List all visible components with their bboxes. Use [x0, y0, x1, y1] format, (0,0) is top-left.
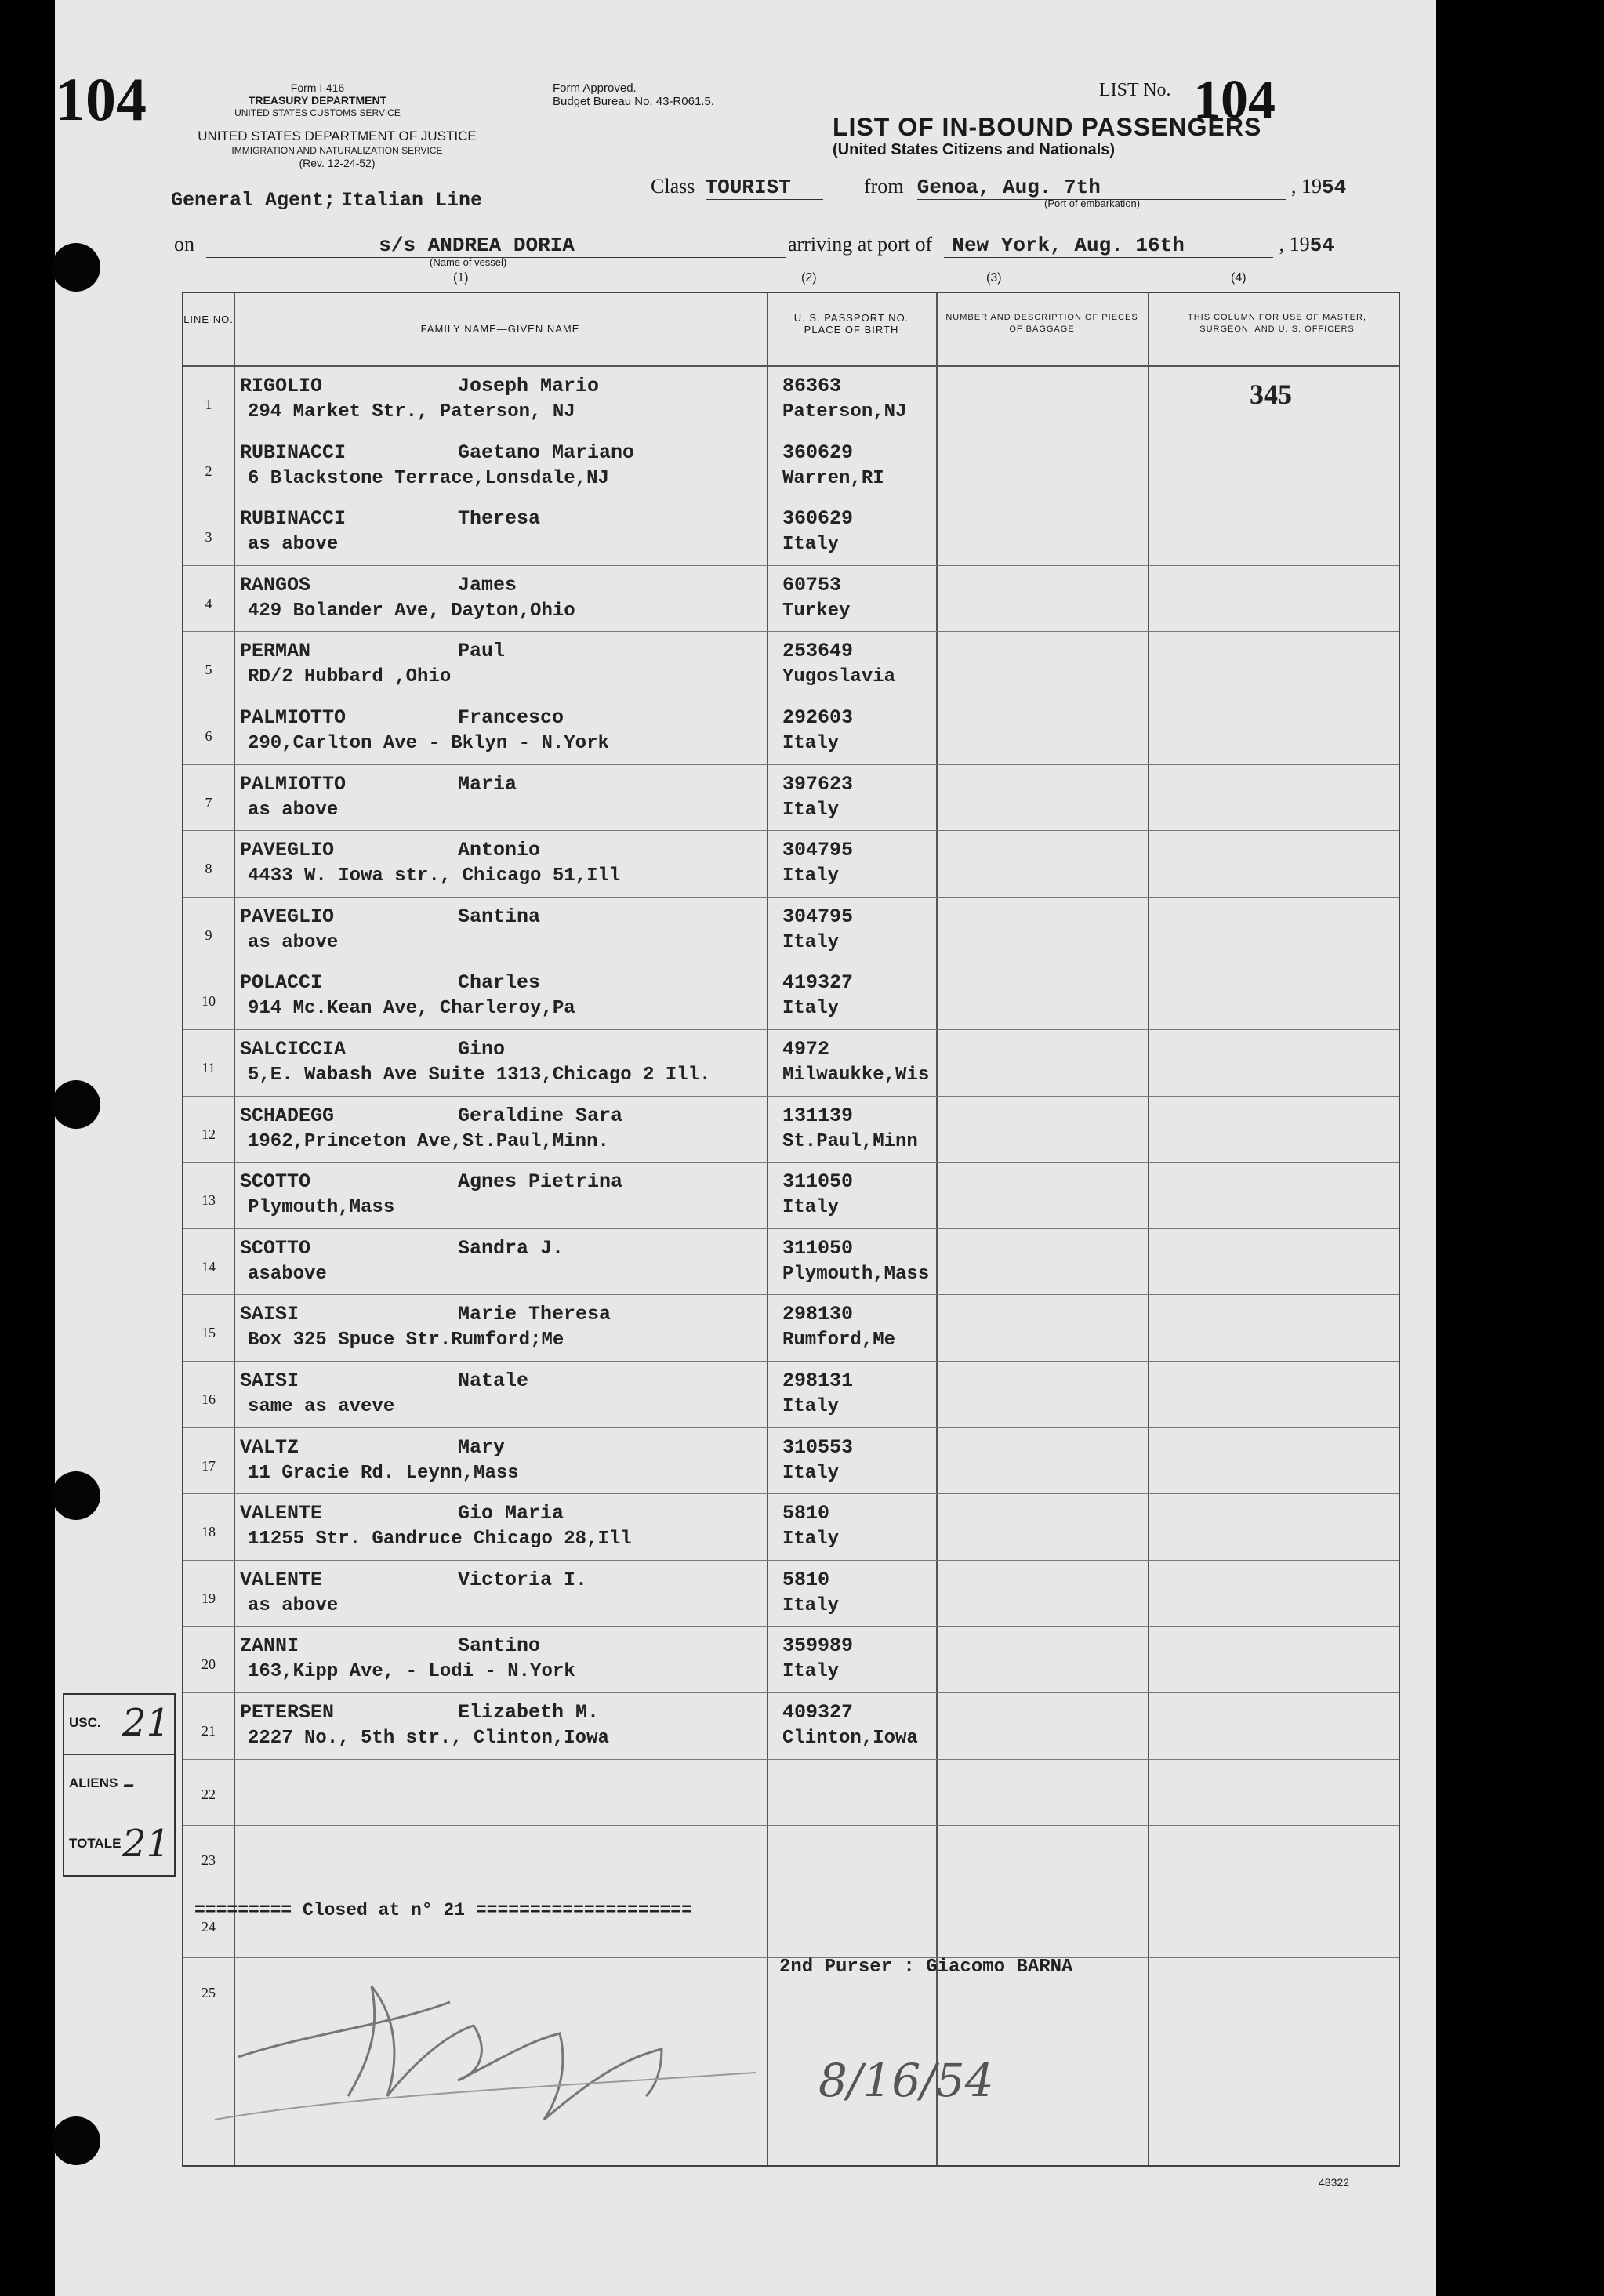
address: 5,E. Wabash Ave Suite 1313,Chicago 2 Ill.: [248, 1065, 711, 1086]
form-footer-number: 48322: [1319, 2176, 1349, 2189]
address: 11255 Str. Gandruce Chicago 28,Ill: [248, 1529, 632, 1551]
passport-number: 360629: [782, 507, 854, 531]
form-number: Form I-416: [290, 82, 345, 94]
table-row: [183, 1428, 1399, 1495]
officer-signature: [191, 1939, 994, 2135]
passport-number: 131139: [782, 1104, 854, 1127]
given-name: Gio Maria: [458, 1502, 564, 1525]
place-of-birth: Italy: [782, 1396, 840, 1417]
table-row: [183, 1627, 1399, 1693]
address: 163,Kipp Ave, - Lodi - N.York: [248, 1661, 575, 1683]
place-of-birth: Italy: [782, 799, 840, 821]
place-of-birth: Italy: [782, 534, 840, 556]
place-of-birth: Italy: [782, 1462, 840, 1484]
family-name: PAVEGLIO: [240, 839, 335, 862]
table-row: [183, 1693, 1399, 1760]
line-number: 14: [201, 1258, 216, 1275]
place-of-birth: Italy: [782, 865, 840, 887]
family-name: RUBINACCI: [240, 507, 347, 531]
passport-number: 409327: [782, 1701, 854, 1724]
address: Plymouth,Mass: [248, 1197, 395, 1219]
signature-date: 8/16/54: [818, 2054, 994, 2107]
given-name: Gaetano Mariano: [458, 441, 635, 464]
given-name: Antonio: [458, 839, 541, 862]
empty-row: [183, 1760, 1399, 1826]
given-name: Mary: [458, 1435, 506, 1459]
list-number-value: 104: [1193, 70, 1276, 130]
budget-bureau-number: Budget Bureau No. 43-R061.5.: [553, 95, 714, 108]
table-row: [183, 1229, 1399, 1296]
aliens-count: -: [122, 1761, 136, 1805]
line-number: 17: [201, 1457, 216, 1474]
line-number: 7: [205, 794, 212, 811]
table-row: [183, 433, 1399, 500]
punch-hole: [52, 243, 100, 292]
passenger-tally: USC. 21 ALIENS - TOTALE 21: [63, 1693, 176, 1877]
officer-note: 345: [1250, 379, 1292, 410]
table-row: [183, 1561, 1399, 1627]
family-name: RANGOS: [240, 573, 311, 597]
address: asabove: [248, 1263, 327, 1285]
place-of-birth: Plymouth,Mass: [782, 1263, 930, 1285]
column-2-number: (2): [801, 271, 817, 285]
family-name: VALENTE: [240, 1568, 323, 1591]
address: 294 Market Str., Paterson, NJ: [248, 401, 575, 423]
line-number: 9: [205, 927, 212, 943]
passport-number: 311050: [782, 1236, 854, 1260]
passport-number: 5810: [782, 1568, 830, 1591]
form-approved: Form Approved.: [553, 82, 637, 95]
family-name: PALMIOTTO: [240, 772, 347, 796]
table-row: [183, 831, 1399, 898]
customs-service: UNITED STATES CUSTOMS SERVICE: [234, 107, 401, 118]
given-name: Elizabeth M.: [458, 1701, 600, 1724]
passport-number: 292603: [782, 706, 854, 729]
place-of-birth: Italy: [782, 733, 840, 754]
address: 2227 No., 5th str., Clinton,Iowa: [248, 1728, 609, 1749]
address: RD/2 Hubbard ,Ohio: [248, 666, 452, 688]
address: as above: [248, 1594, 339, 1616]
place-of-birth: Paterson,NJ: [782, 401, 907, 423]
address: 1962,Princeton Ave,St.Paul,Minn.: [248, 1130, 609, 1152]
table-row: [183, 898, 1399, 964]
column-4-number: (4): [1231, 271, 1247, 285]
table-row: [183, 1163, 1399, 1229]
given-name: Joseph Mario: [458, 375, 600, 397]
place-of-birth: Italy: [782, 931, 840, 953]
line-number: 11: [201, 1060, 216, 1075]
family-name: POLACCI: [240, 971, 323, 995]
manifest-subtitle: (United States Citizens and Nationals): [833, 141, 1116, 158]
punch-hole: [52, 1080, 100, 1129]
given-name: Theresa: [458, 507, 541, 531]
family-name: RUBINACCI: [240, 441, 347, 464]
line-number: 24: [201, 1918, 216, 1935]
line-number: 21: [201, 1723, 216, 1739]
given-name: Santino: [458, 1634, 541, 1658]
passport-number: 298130: [782, 1303, 854, 1326]
table-row: [183, 765, 1399, 832]
general-agent: General Agent; Italian Line: [171, 189, 483, 212]
place-of-birth: Yugoslavia: [782, 666, 896, 688]
family-name: SCOTTO: [240, 1236, 311, 1260]
header-officers: THIS COLUMN FOR USE OF MASTER, SURGEON, AND U. S. OFFICERS: [1187, 313, 1366, 334]
place-of-birth: Clinton,Iowa: [782, 1728, 918, 1749]
passport-number: 86363: [782, 375, 842, 397]
line-number: 4: [205, 595, 212, 611]
family-name: PALMIOTTO: [240, 706, 347, 729]
line-number: 8: [205, 861, 212, 877]
place-of-birth: Rumford,Me: [782, 1329, 896, 1351]
line-number: 20: [201, 1656, 216, 1673]
punch-hole: [52, 1471, 100, 1520]
given-name: James: [458, 573, 517, 597]
address: same as aveve: [248, 1396, 395, 1417]
from-field: from Genoa, Aug. 7th , 1954: [864, 175, 1347, 199]
place-of-birth: Milwaukke,Wis: [782, 1065, 930, 1086]
justice-department: UNITED STATES DEPARTMENT OF JUSTICE: [198, 129, 477, 143]
address: as above: [248, 799, 339, 821]
passport-number: 304795: [782, 905, 854, 928]
header-baggage: NUMBER AND DESCRIPTION OF PIECES OF BAGGAGE: [945, 313, 1138, 334]
given-name: Agnes Pietrina: [458, 1170, 623, 1194]
line-number: 25: [201, 1985, 216, 2001]
passport-number: 298131: [782, 1369, 854, 1392]
column-3-number: (3): [986, 271, 1002, 285]
passport-number: 397623: [782, 772, 854, 796]
given-name: Paul: [458, 640, 506, 663]
place-of-birth: Italy: [782, 1661, 840, 1683]
table-row: [183, 1097, 1399, 1163]
table-row: [183, 698, 1399, 765]
given-name: Francesco: [458, 706, 564, 729]
address: 914 Mc.Kean Ave, Charleroy,Pa: [248, 998, 575, 1020]
given-name: Charles: [458, 971, 541, 995]
total-count: 21: [122, 1822, 171, 1866]
passport-number: 253649: [782, 640, 854, 663]
table-row: [183, 1030, 1399, 1097]
given-name: Victoria I.: [458, 1568, 588, 1591]
given-name: Marie Theresa: [458, 1303, 611, 1326]
table-row: [183, 566, 1399, 633]
punch-hole: [52, 2116, 100, 2165]
passport-number: 360629: [782, 441, 854, 464]
header-name: FAMILY NAME—GIVEN NAME: [420, 323, 580, 335]
passenger-table: [182, 292, 1400, 2167]
list-number-label: LIST No.: [1099, 80, 1171, 100]
table-row: [183, 963, 1399, 1030]
place-of-birth: Warren,RI: [782, 467, 884, 489]
given-name: Sandra J.: [458, 1236, 564, 1260]
line-number: 3: [205, 529, 212, 546]
family-name: SCOTTO: [240, 1170, 311, 1194]
line-number: 15: [201, 1325, 216, 1341]
place-of-birth: Italy: [782, 1197, 840, 1219]
line-number: 1: [205, 397, 212, 412]
line-number: 10: [201, 993, 216, 1010]
list-number-stamp: 104: [55, 65, 147, 133]
vessel-field: on s/s ANDREA DORIA: [174, 232, 786, 258]
address: 6 Blackstone Terrace,Lonsdale,NJ: [248, 467, 609, 489]
arriving-field: arriving at port of New York, Aug. 16th , 1954: [788, 233, 1334, 257]
line-number: 12: [201, 1126, 216, 1142]
address: 290,Carlton Ave - Bklyn - N.York: [248, 733, 609, 754]
line-number: 18: [201, 1524, 216, 1540]
treasury-department: TREASURY DEPARTMENT: [248, 94, 387, 107]
family-name: SAISI: [240, 1369, 299, 1392]
family-name: PERMAN: [240, 640, 311, 663]
table-row: [183, 367, 1399, 433]
family-name: VALTZ: [240, 1435, 299, 1459]
line-number: 13: [201, 1192, 216, 1209]
table-row: [183, 1494, 1399, 1561]
given-name: Maria: [458, 772, 517, 796]
manifest-title: LIST OF IN-BOUND PASSENGERS: [833, 113, 1262, 141]
passport-number: 310553: [782, 1435, 854, 1459]
address: as above: [248, 931, 339, 953]
address: 11 Gracie Rd. Leynn,Mass: [248, 1462, 519, 1484]
place-of-birth: Italy: [782, 1594, 840, 1616]
address: as above: [248, 534, 339, 556]
header-passport: U. S. PASSPORT NO. PLACE OF BIRTH: [793, 312, 909, 336]
given-name: Santina: [458, 905, 541, 928]
family-name: ZANNI: [240, 1634, 299, 1658]
line-number: 5: [205, 662, 212, 678]
port-embark-caption: (Port of embarkation): [1044, 198, 1141, 209]
given-name: Gino: [458, 1038, 506, 1061]
table-row: [183, 632, 1399, 698]
address: Box 325 Spuce Str.Rumford;Me: [248, 1329, 564, 1351]
closing-line: ========= Closed at n° 21 ====================: [194, 1900, 692, 1921]
family-name: SAISI: [240, 1303, 299, 1326]
family-name: PETERSEN: [240, 1701, 335, 1724]
passport-number: 304795: [782, 839, 854, 862]
family-name: PAVEGLIO: [240, 905, 335, 928]
empty-row: [183, 1826, 1399, 1892]
line-number: 19: [201, 1590, 216, 1606]
line-number: 6: [205, 728, 212, 744]
given-name: Natale: [458, 1369, 529, 1392]
place-of-birth: St.Paul,Minn: [782, 1130, 918, 1152]
form-revision: (Rev. 12-24-52): [299, 157, 376, 169]
purser-signature: 2nd Purser : Giacomo BARNA: [779, 1957, 1073, 1978]
header-line-number: LINE NO.: [183, 314, 234, 325]
family-name: SCHADEGG: [240, 1104, 335, 1127]
line-number: 23: [201, 1852, 216, 1869]
family-name: VALENTE: [240, 1502, 323, 1525]
place-of-birth: Italy: [782, 998, 840, 1020]
passport-number: 4972: [782, 1038, 830, 1061]
usc-count: 21: [122, 1701, 171, 1745]
place-of-birth: Italy: [782, 1529, 840, 1551]
passport-number: 60753: [782, 573, 842, 597]
manifest-page: [55, 0, 1436, 2296]
column-1-number: (1): [453, 271, 469, 285]
address: 4433 W. Iowa str., Chicago 51,Ill: [248, 865, 621, 887]
given-name: Geraldine Sara: [458, 1104, 623, 1127]
vessel-caption: (Name of vessel): [430, 256, 507, 268]
family-name: RIGOLIO: [240, 375, 323, 397]
immigration-service: IMMIGRATION AND NATURALIZATION SERVICE: [231, 145, 443, 156]
family-name: SALCICCIA: [240, 1038, 347, 1061]
table-row: [183, 499, 1399, 566]
line-number: 2: [205, 462, 212, 479]
address: 429 Bolander Ave, Dayton,Ohio: [248, 600, 575, 622]
line-number: 16: [201, 1391, 216, 1407]
table-row: [183, 1295, 1399, 1362]
class-field: Class TOURIST: [651, 174, 823, 200]
passport-number: 419327: [782, 971, 854, 995]
passport-number: 311050: [782, 1170, 854, 1194]
table-row: [183, 1362, 1399, 1428]
line-number: 22: [201, 1786, 216, 1802]
place-of-birth: Turkey: [782, 600, 851, 622]
passport-number: 359989: [782, 1634, 854, 1658]
passport-number: 5810: [782, 1502, 830, 1525]
